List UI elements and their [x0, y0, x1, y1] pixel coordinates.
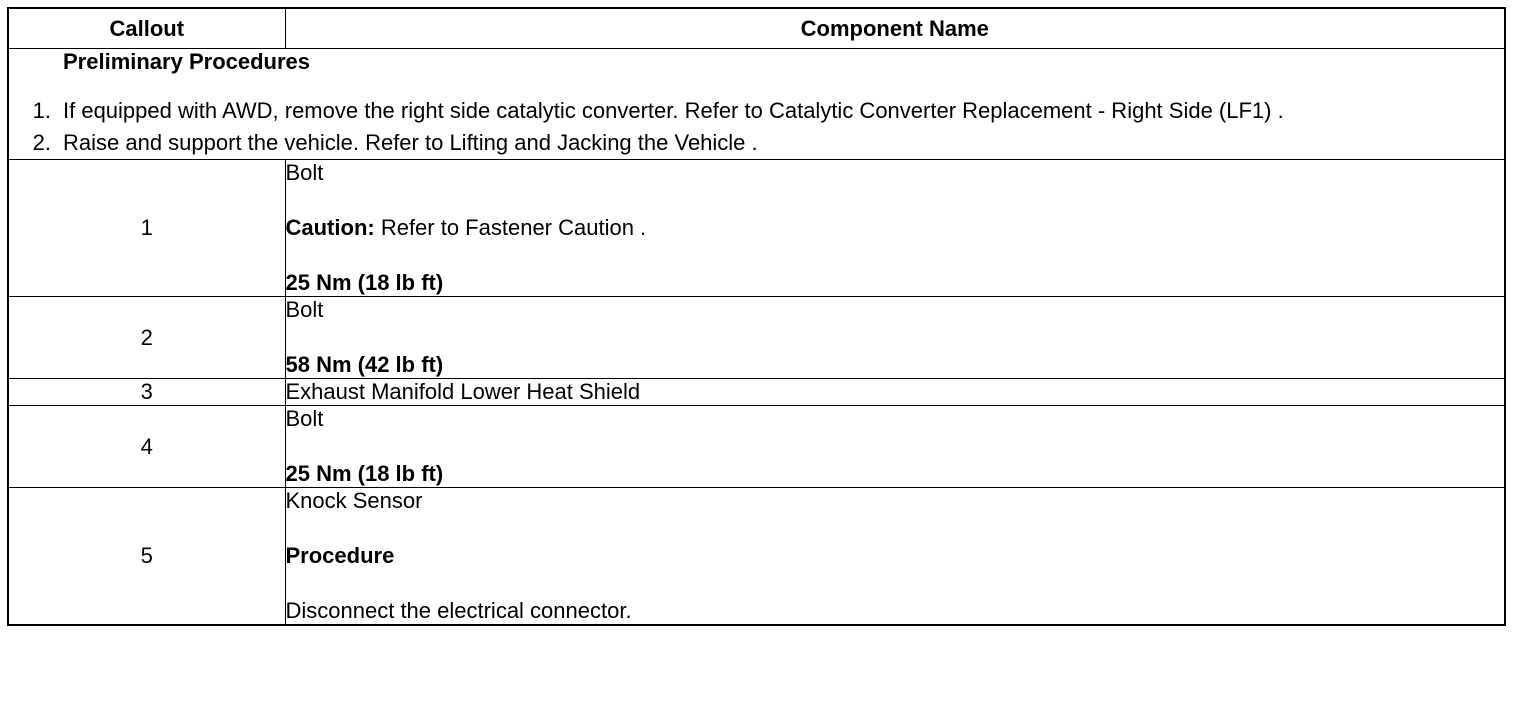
callout-number: 4	[8, 406, 285, 488]
step-text: If equipped with AWD, remove the right side catalytic converter. Refer to Catalytic Converter Replacement - Right Side (LF1) .	[63, 98, 1284, 123]
component-name: Exhaust Manifold Lower Heat Shield	[285, 379, 641, 404]
callout-number: 1	[8, 160, 285, 297]
component-cell	[285, 160, 1505, 297]
caution-label: Caution:	[285, 215, 375, 240]
procedure-text: Disconnect the electrical connector.	[285, 598, 632, 623]
preliminary-procedures	[8, 49, 1505, 160]
component-cell	[285, 488, 1505, 626]
header-row	[8, 8, 1505, 49]
callout-number: 5	[8, 488, 285, 626]
torque-spec: 58 Nm (42 lb ft)	[285, 352, 444, 377]
component-cell	[285, 297, 1505, 379]
table-row	[8, 297, 1505, 379]
step-number: 1.	[32, 98, 51, 123]
component-cell	[285, 379, 1505, 406]
preliminary-step	[9, 127, 1504, 159]
component-name: Bolt	[285, 406, 324, 431]
table-row	[8, 379, 1505, 406]
component-name: Knock Sensor	[285, 488, 423, 513]
preliminary-step	[9, 95, 1504, 127]
callout-table	[7, 7, 1506, 626]
callout-number: 2	[8, 297, 285, 379]
torque-spec: 25 Nm (18 lb ft)	[285, 461, 444, 486]
preliminary-title: Preliminary Procedures	[63, 49, 311, 74]
table-row	[8, 488, 1505, 626]
caution-text: Refer to Fastener Caution .	[374, 215, 647, 240]
table-row	[8, 406, 1505, 488]
component-name-header: Component Name	[285, 8, 1505, 49]
torque-spec: 25 Nm (18 lb ft)	[285, 270, 444, 295]
caution-note	[286, 215, 1505, 241]
callout-header: Callout	[8, 8, 285, 49]
preliminary-row	[8, 49, 1505, 160]
callout-number: 3	[8, 379, 285, 406]
table-row	[8, 160, 1505, 297]
component-name: Bolt	[285, 160, 324, 185]
procedure-label: Procedure	[285, 543, 395, 568]
step-number: 2.	[32, 130, 51, 155]
component-name: Bolt	[285, 297, 324, 322]
component-cell	[285, 406, 1505, 488]
step-text: Raise and support the vehicle. Refer to Lifting and Jacking the Vehicle .	[63, 130, 758, 155]
